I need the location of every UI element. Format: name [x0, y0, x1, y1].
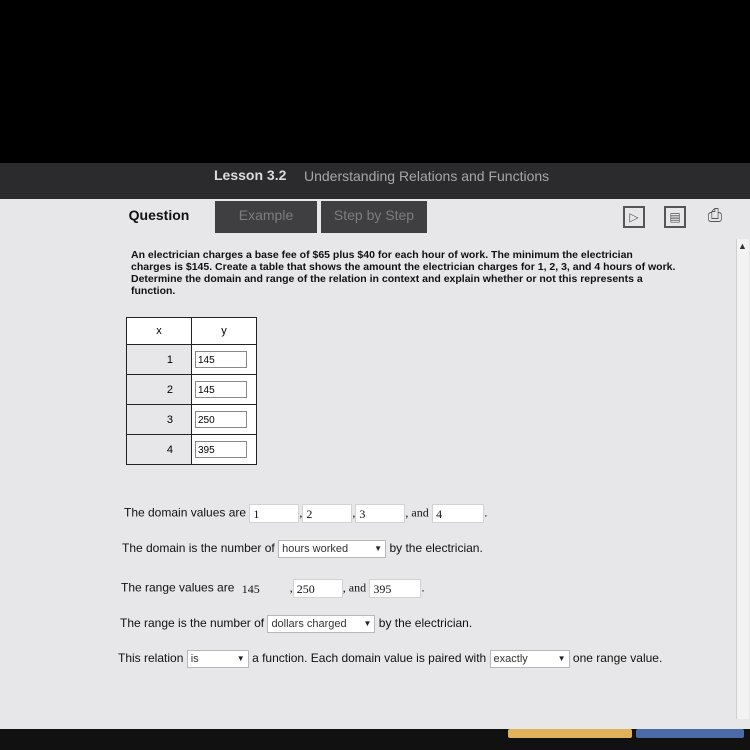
domain-value-1-input[interactable]: 1 — [249, 504, 299, 523]
function-status-value: is — [190, 653, 199, 665]
function-status-select[interactable] — [187, 650, 249, 668]
domain-unit-select[interactable] — [278, 540, 386, 558]
table-header-y: y — [192, 318, 257, 345]
range-description-suffix: by the electrician. — [378, 616, 473, 631]
range-unit-select[interactable] — [267, 615, 375, 633]
book-icon[interactable]: ▤ — [664, 206, 686, 228]
comma-sep: , — [289, 580, 293, 595]
relation-label: This relation — [118, 651, 184, 666]
play-icon[interactable]: ▷ — [623, 206, 645, 228]
comma-sep: , — [299, 505, 303, 520]
range-description-label: The range is the number of — [120, 616, 265, 631]
lesson-title: Understanding Relations and Functions — [304, 168, 550, 184]
scrollbar[interactable] — [736, 239, 749, 719]
domain-description-line — [122, 540, 483, 558]
tab-step-by-step[interactable]: Step by Step — [321, 201, 427, 233]
relation-line — [118, 650, 662, 668]
y-input[interactable]: 250 — [195, 411, 247, 428]
range-description-line — [120, 615, 472, 633]
lesson-page — [0, 199, 750, 729]
range-values-label: The range values are — [121, 580, 235, 595]
period: . — [484, 505, 488, 520]
bottom-bar — [0, 729, 750, 750]
scroll-up-icon[interactable]: ▲ — [738, 241, 747, 251]
domain-unit-value: hours worked — [282, 543, 349, 555]
domain-description-suffix: by the electrician. — [389, 541, 483, 556]
dropdown-arrow-icon: ▼ — [236, 654, 245, 663]
question-text: An electrician charges a base fee of $65 plus $40 for each hour of work. The minimum the electrician charges is $145. Create a table that shows the amount the electrician charges for 1, 2, 3, and 4 hours of work. Determine the domain and range of the relation in context and explain whether or not this represents a function. — [131, 249, 676, 297]
x-cell: 3 — [127, 405, 192, 435]
bottom-button[interactable] — [508, 729, 632, 738]
comma-sep: , — [352, 505, 356, 520]
pairing-select[interactable] — [490, 650, 570, 668]
dropdown-arrow-icon: ▼ — [557, 654, 566, 663]
x-cell: 4 — [127, 435, 192, 465]
domain-value-3-input[interactable]: 3 — [355, 504, 405, 523]
domain-values-label: The domain values are — [124, 505, 247, 520]
and-sep: , and — [342, 580, 367, 595]
and-sep: , and — [405, 505, 429, 520]
dropdown-arrow-icon: ▼ — [374, 544, 383, 553]
relation-suffix: one range value. — [572, 651, 663, 666]
x-cell: 1 — [127, 345, 192, 375]
table-row — [127, 375, 257, 405]
period: . — [421, 580, 425, 595]
table-row — [127, 405, 257, 435]
range-values-line — [121, 579, 425, 598]
xy-table — [126, 317, 257, 465]
domain-values-line — [124, 504, 487, 523]
y-input[interactable]: 395 — [195, 441, 247, 458]
y-input[interactable]: 145 — [195, 351, 247, 368]
y-input[interactable]: 145 — [195, 381, 247, 398]
domain-value-2-input[interactable]: 2 — [302, 504, 352, 523]
relation-middle-text: a function. Each domain value is paired with — [252, 651, 487, 666]
tab-question[interactable]: Question — [105, 201, 213, 233]
lesson-header — [0, 163, 750, 199]
x-cell: 2 — [127, 375, 192, 405]
range-value-2-input[interactable]: 250 — [293, 579, 343, 598]
table-row — [127, 435, 257, 465]
bottom-button[interactable] — [636, 729, 744, 738]
range-unit-value: dollars charged — [271, 618, 347, 630]
print-icon[interactable]: ⎙ — [707, 205, 723, 225]
tab-example[interactable]: Example — [215, 201, 317, 233]
range-value-3-input[interactable]: 395 — [369, 579, 421, 598]
table-row — [127, 345, 257, 375]
lesson-number: Lesson 3.2 — [214, 167, 287, 183]
domain-description-label: The domain is the number of — [122, 541, 275, 556]
pairing-value: exactly — [493, 653, 528, 665]
table-header-x: x — [127, 318, 192, 345]
range-value-1-input[interactable]: 145 — [238, 579, 290, 598]
domain-value-4-input[interactable]: 4 — [432, 504, 484, 523]
dropdown-arrow-icon: ▼ — [363, 619, 372, 628]
